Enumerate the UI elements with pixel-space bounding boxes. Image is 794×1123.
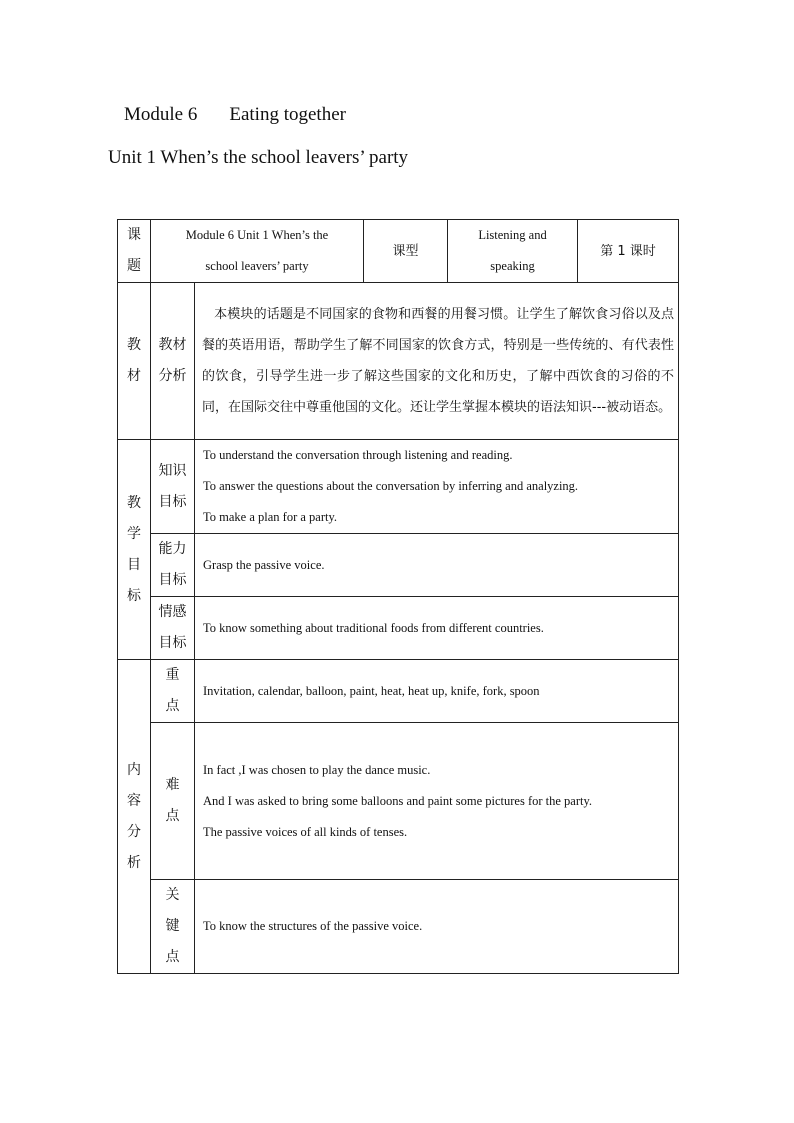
material-text-cell	[195, 283, 679, 440]
knowledge-label-text: 知识目标	[158, 462, 187, 510]
knowledge-item: To make a plan for a party.	[203, 510, 338, 524]
ability-label	[151, 534, 195, 597]
difficult-item: And I was asked to bring some balloons and paint some pictures for the party.	[203, 793, 593, 808]
analysis-label	[118, 660, 151, 974]
key-row	[118, 660, 679, 723]
crux-label	[151, 880, 195, 974]
emotion-row	[118, 597, 679, 660]
difficult-item: In fact ,I was chosen to play the dance music.	[203, 762, 431, 777]
emotion-label-text: 情感目标	[158, 604, 187, 651]
ability-row	[118, 534, 679, 597]
emotion-content: To know something about traditional foods from different countries.	[195, 597, 679, 660]
material-row	[118, 283, 679, 440]
unit-title: Unit 1 When’s the school leavers’ party	[108, 147, 409, 168]
objectives-label-text: 教学目标	[127, 494, 141, 604]
key-label-text: 重点	[165, 667, 180, 714]
crux-label-text: 关键点	[165, 887, 180, 965]
knowledge-row	[118, 440, 679, 534]
module-heading	[124, 104, 346, 126]
difficult-label-text: 难点	[165, 777, 180, 824]
topic-row	[118, 220, 679, 283]
crux-row	[118, 880, 679, 974]
knowledge-item: To answer the questions about the conversation by inferring and analyzing.	[203, 479, 579, 493]
analysis-label-text: 内容分析	[127, 761, 141, 871]
period: 第 1 课时	[578, 220, 679, 283]
key-content: Invitation, calendar, balloon, paint, heat, heat up, knife, fork, spoon	[195, 660, 679, 723]
key-label	[151, 660, 195, 723]
difficult-content	[195, 723, 679, 880]
type-value: Listening and speaking	[448, 220, 578, 283]
knowledge-item: To understand the conversation through listening and reading.	[203, 448, 513, 462]
lesson-plan-table	[117, 219, 679, 974]
module-title: Eating together	[229, 104, 346, 125]
topic-label-text: 课题	[127, 227, 141, 274]
ability-label-text: 能力目标	[158, 541, 187, 588]
knowledge-content	[195, 440, 679, 534]
objectives-label	[118, 440, 151, 660]
topic-value: Module 6 Unit 1 When’s the school leavers’ party	[151, 220, 364, 283]
difficult-row	[118, 723, 679, 880]
topic-label	[118, 220, 151, 283]
knowledge-label	[151, 440, 195, 534]
module-label: Module 6	[124, 104, 198, 125]
crux-content: To know the structures of the passive voice.	[195, 880, 679, 974]
material-label-text: 教材	[127, 337, 141, 384]
difficult-item: The passive voices of all kinds of tenses.	[203, 824, 408, 839]
material-sub-label	[151, 283, 195, 440]
material-sub-label-text: 教材分析	[158, 337, 187, 384]
material-label	[118, 283, 151, 440]
type-label: 课型	[364, 220, 448, 283]
difficult-label	[151, 723, 195, 880]
material-text: 本模块的话题是不同国家的食物和西餐的用餐习惯。让学生了解饮食习俗以及点餐的英语用语，帮助学生了解不同国家的饮食方式，特别是一些传统的、有代表性的饮食，引导学生进一步了解这些国家的文化和历史，了解中西饮食的习俗的不同，在国际交往中尊重他国的文化。还让学生掌握本模块的语法知识---被动语态。	[202, 307, 675, 415]
emotion-label	[151, 597, 195, 660]
ability-content: Grasp the passive voice.	[195, 534, 679, 597]
